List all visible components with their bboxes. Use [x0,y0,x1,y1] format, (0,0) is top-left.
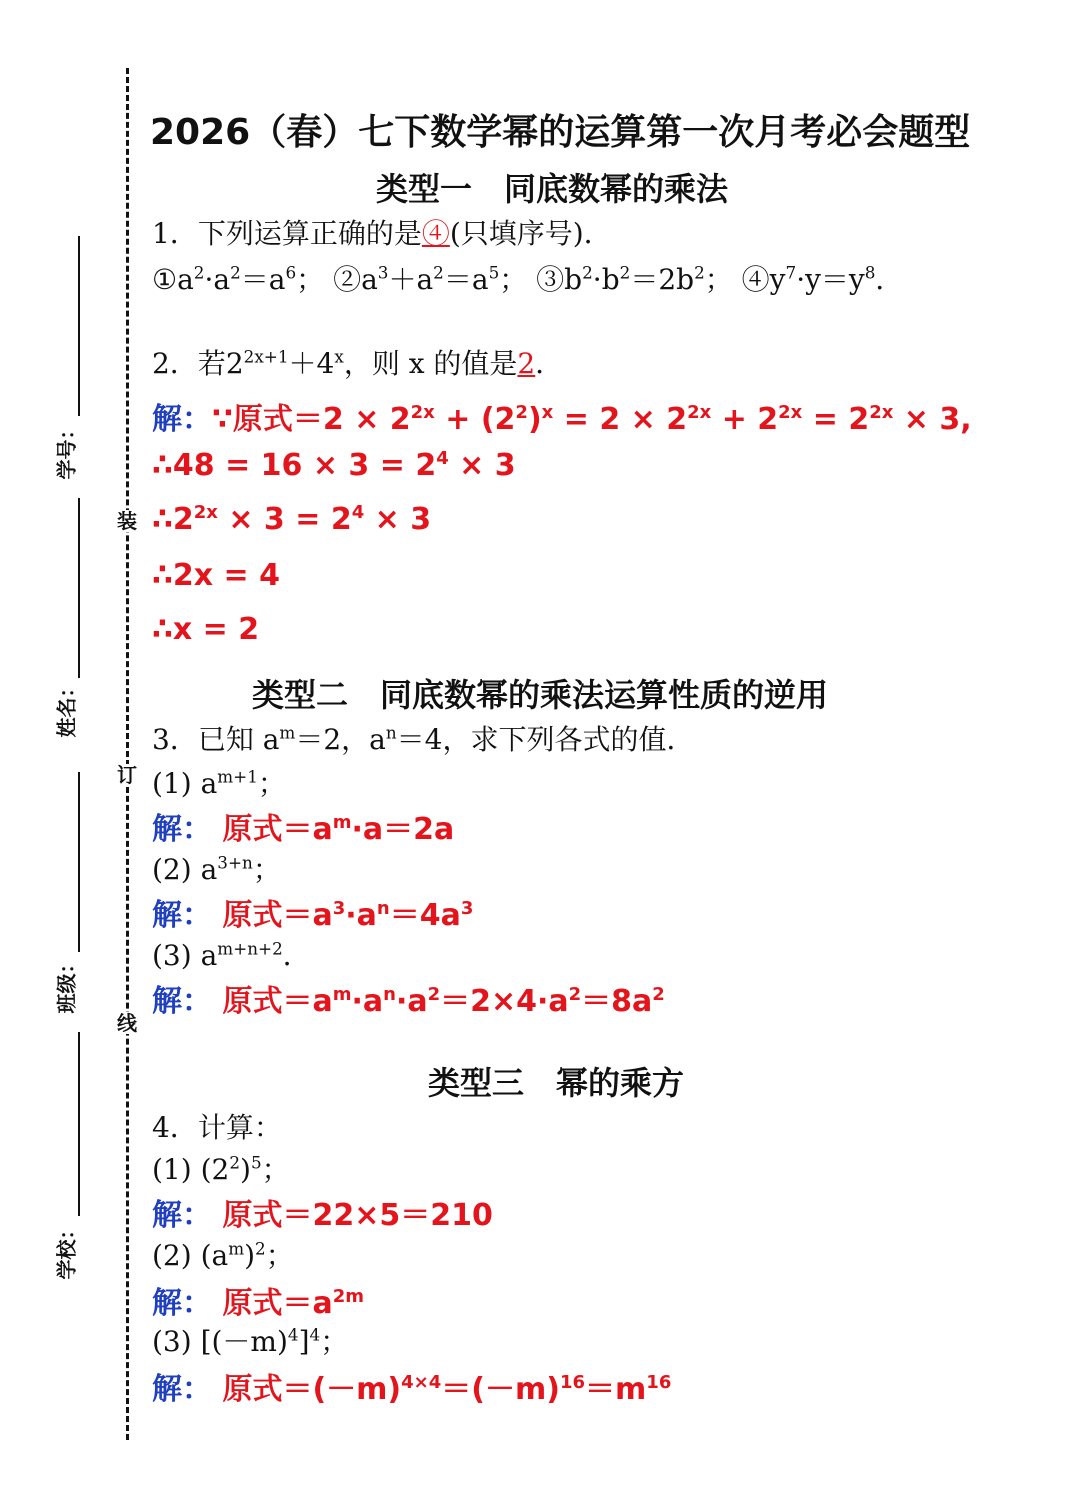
binding-margin [0,0,140,1512]
question-2-solution-line-1: 解：∵原式$=2 \times 2^{2x} + (2^2)^x = 2 \times 2^{2x} + 2^{2x} = 2^{2x} \times 3$, [152,402,972,437]
question-2-answer: 2 [517,347,536,380]
question-2-stem: 2．若$2^{2x+1}+4^x$，则 x 的值是2． [152,346,564,380]
class-label: 班级： [54,953,79,1014]
question-2-solution-line-2: ∴48 = $16 \times 3 = 2^4 \times 3$ [152,448,516,483]
question-1-stem: 1．下列运算正确的是④(只填序号)． [152,217,612,250]
section-heading-3: 类型三 幂的乘方 [428,1064,685,1102]
option-1: $①a^2\cdot a^2=a^6$； [152,262,325,296]
question-4-solution-2: 解： 原式$=a^{2m}$ [152,1286,364,1321]
student-id-line [78,236,80,416]
question-2-solution-line-5: ∴x = 2 [152,612,260,647]
name-line [78,498,80,678]
question-3-stem: 3．已知 $a^m=2$，$a^n=4$，求下列各式的值． [152,722,695,756]
question-3-solution-1: 解： 原式$=a^m\cdot a=2a$ [152,812,455,847]
question-3-part-2: (2) $a^{3+n}$； [152,852,281,886]
bind-word-ding: 订 [117,763,137,787]
section-heading-1: 类型一 同底数幂的乘法 [376,170,729,208]
question-3-solution-3: 解： 原式$=a^m\cdot a^n\cdot a^2=2\times 4\cdot a^2=8a^2$ [152,984,665,1019]
question-3-solution-2: 解： 原式$=a^3\cdot a^n=4a^3$ [152,898,474,933]
question-2-solution-line-3: $\therefore 2^{2x} \times 3 = 2^4 \times 3$ [152,502,432,537]
question-1-options [152,258,903,298]
page-title: 2026（春）七下数学幂的运算第一次月考必会题型 [150,112,971,153]
question-3-part-3: (3) $a^{m+n+2}$． [152,938,311,972]
option-4: $④y^7\cdot y=y^8$． [741,262,904,296]
solution-label: 解： [152,402,212,437]
class-line [78,772,80,952]
question-4-stem: 4．计算： [152,1111,282,1144]
bind-word-zhuang: 装 [117,509,137,533]
question-4-solution-1: 解： 原式＝22×5＝210 [152,1198,493,1233]
school-label: 学校： [54,1219,79,1280]
question-4-part-2: (2) $(a^m)^2$； [152,1238,294,1272]
option-2: $②a^3+a^2=a^5$； [333,262,528,296]
question-4-part-1: (1) $(2^2)^5$； [152,1152,290,1186]
question-1-answer: ④ [421,217,450,250]
question-2-solution-line-4: ∴2x = 4 [152,558,280,593]
section-heading-2: 类型二 同底数幂的乘法运算性质的逆用 [252,676,829,714]
student-id-label: 学号： [54,419,79,480]
option-3: $③b^2\cdot b^2=2b^2$； [536,262,733,296]
name-label: 姓名： [54,677,79,738]
question-4-part-3: (3) $[(-m)^4]^4$； [152,1324,349,1358]
school-line [78,1032,80,1216]
binding-dashed-line [126,68,129,1440]
bind-word-xian: 线 [117,1011,137,1035]
question-4-solution-3: 解： 原式$=(-m)^{4\times 4}=(-m)^{16}=m^{16}$ [152,1372,672,1407]
question-3-part-1: (1) $a^{m+1}$； [152,766,286,800]
